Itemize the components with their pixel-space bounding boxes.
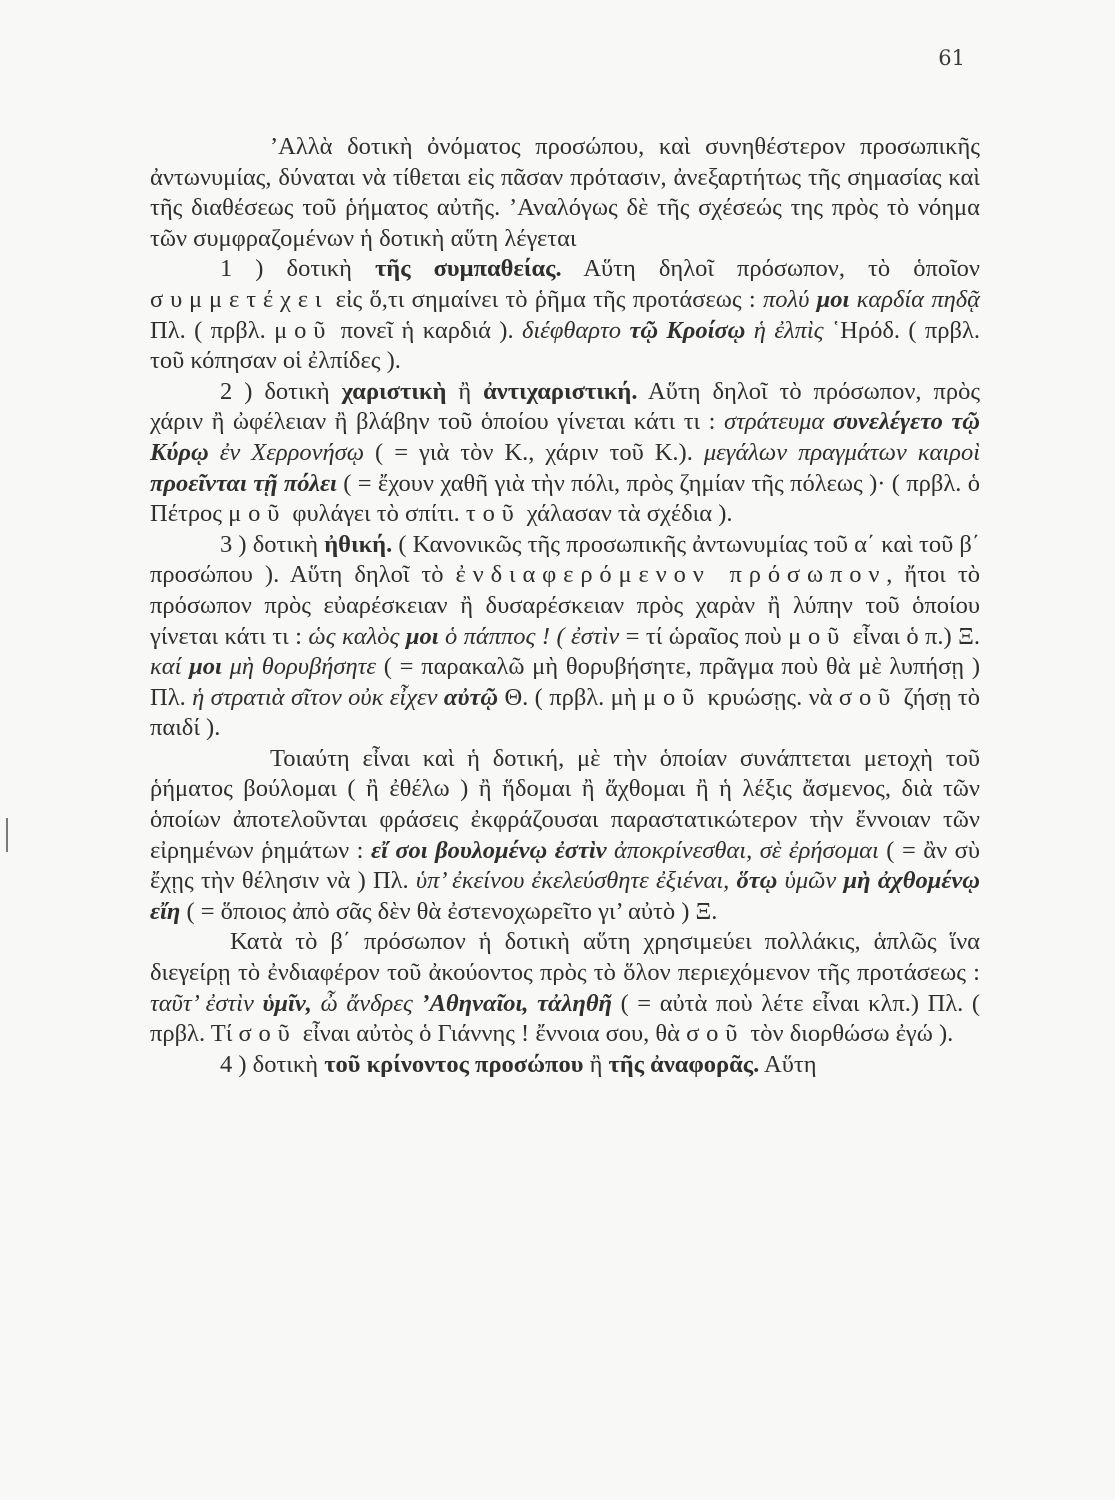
text-run: ἢ: [446, 377, 484, 405]
item-number: 1 ): [220, 255, 264, 283]
spaced-text: τοῦ: [465, 500, 521, 528]
item-title-alt: ἀντιχαριστική.: [483, 377, 638, 405]
second-person-paragraph: [150, 927, 980, 1049]
example-italic: ὡς καλὸς: [308, 622, 406, 650]
example-italic: μὴ θορυβήσητε: [221, 653, 377, 681]
item-number: 2 ): [220, 377, 253, 405]
spaced-text: μοῦ: [788, 622, 847, 650]
item-2-benefactive: [150, 377, 980, 530]
example-bold: συνελέγετο τῷ Κύρῳ: [150, 408, 980, 466]
spaced-text: σοῦ: [686, 1020, 745, 1048]
text-run: Κατὰ τὸ β΄ πρόσωπον ἡ δοτικὴ αὕτη χρησιμεύει πολλάκις, ἁπλῶς ἵνα διεγείρῃ τὸ ἐνδιαφέρον τοῦ ἀκούοντος πρὸς τὸ ὅλον περιεχόμενον τῆς προτάσεως :: [150, 928, 980, 987]
item-3-ethical: [150, 530, 980, 744]
example-bold: αὐτῷ: [443, 683, 499, 711]
spaced-text: συμμετέχει: [150, 285, 329, 313]
item-number: 4 ): [220, 1050, 247, 1078]
text-run: ( = αὐτὰ ποὺ λέτε εἶναι κλπ.) Πλ. ( πρβλ. Τί: [150, 989, 981, 1048]
spaced-text: μοῦ: [274, 316, 333, 344]
item-head: δοτικὴ: [252, 530, 319, 558]
example-italic: ἡ στρατιὰ σῖτον οὐκ εἶχεν: [192, 683, 444, 711]
item-title: χαριστικὴ: [341, 377, 447, 405]
text-run: Πλ. ( πρβλ.: [150, 316, 275, 344]
text-run: φυλάγει τὸ σπίτι.: [286, 500, 466, 528]
text-run: τὸν διορθώσω ἐγώ ).: [744, 1020, 954, 1048]
item-4-judging-person: [150, 1050, 980, 1081]
example-bold: μοι: [816, 285, 850, 313]
text-run: εἶναι αὐτὸς ὁ Γιάννης ! ἔννοια σου, θὰ: [296, 1020, 687, 1048]
item-title: τῆς συμπαθείας.: [374, 255, 562, 283]
example-italic: μεγάλων πραγμάτων καιροὶ: [703, 438, 980, 466]
text-run: εἶναι ὁ π.) Ξ.: [846, 622, 980, 650]
example-bold: μὴ ἀχθομένῳ εἴη: [150, 867, 980, 925]
spaced-text: σοῦ: [838, 683, 898, 711]
example-italic: ἡ ἐλπὶς: [745, 316, 824, 344]
text-run: πονεῖ ἡ καρδιά ).: [332, 316, 522, 344]
example-bold: τῷ Κροίσῳ: [629, 316, 746, 344]
spaced-text: μοῦ: [228, 500, 287, 528]
intro-paragraph: ’Αλλὰ δοτικὴ ὀνόματος προσώπου, καὶ συνηθέστερον προσωπικῆς ἀντωνυμίας, δύναται νὰ τίθεται εἰς πᾶσαν πρότασιν, ἀνεξαρτήτως τῆς σημασίας καὶ τῆς διαθέσεως τοῦ ῥήματος αὐτῆς. ’Αναλόγως δὲ τῆς σχέσεώς της πρὸς τὸ νόημα τῶν συμφραζομένων ἡ δοτικὴ αὕτη λέγεται: [150, 133, 980, 252]
text-run: ( = ἂν σὺ ἔχῃς τὴν θέλησιν νὰ ) Πλ.: [150, 836, 980, 895]
text-run: Τοιαύτη εἶναι καὶ ἡ δοτική, μὲ τὴν ὁποίαν συνάπτεται μετοχὴ τοῦ ῥήματος βούλομαι ( ἢ ἐθέλω ) ἢ ἥδομαι ἢ ἄχθομαι ἢ ἡ λέξις ἄσμενος, διὰ τῶν ὁποίων ἀποτελοῦνται φράσεις ἐκφράζουσαι παραστατικώτερον τὴν ἔννοιαν τῶν εἰρημένων ῥημάτων :: [150, 744, 980, 864]
text-run: ἢ: [583, 1050, 609, 1078]
text-run: Αὕτη: [759, 1050, 817, 1078]
scan-margin-mark: [6, 818, 8, 852]
example-italic: πολύ: [762, 285, 817, 313]
page-number: 61: [938, 46, 965, 70]
example-bold: μοι: [189, 653, 222, 681]
item-title: τοῦ κρίνοντος προσώπου: [324, 1050, 584, 1078]
example-italic: ἐν Χερρονήσῳ: [208, 438, 365, 466]
text-run: ( = ὅποιος ἀπὸ σᾶς δὲν θὰ ἐστενοχωρεῖτο γι’ αὐτὸ ) Ξ.: [180, 897, 718, 925]
text-run: = τί ὡραῖος ποὺ: [619, 622, 789, 650]
example-bold: εἴ σοι βουλομένῳ ἐστὶν: [370, 836, 607, 864]
example-bold: ’Αθηναῖοι, τἀληθῆ: [421, 989, 612, 1017]
example-bold: ὑμῖν,: [262, 989, 312, 1017]
item-title: ἠθική.: [324, 530, 393, 558]
text-run: ζήσῃ τὸ παιδί ).: [150, 683, 980, 742]
item-head: δοτικὴ: [252, 1050, 319, 1078]
item-head: δοτικὴ: [264, 377, 330, 405]
text-run: κρυώσῃς. νὰ: [701, 683, 839, 711]
spaced-text: σοῦ: [238, 1020, 297, 1048]
text-run: ( = γιὰ τὸν Κ., χάριν τοῦ Κ.).: [364, 438, 704, 466]
text-run: Θ. ( πρβλ. μὴ: [498, 683, 644, 711]
spaced-text: ἐνδιαφερόμενον πρόσωπον: [455, 561, 887, 589]
text-run: χάλασαν τὰ σχέδια ).: [520, 500, 733, 528]
example-italic: ὁ πάππος ! ( ἐστὶν: [438, 622, 620, 650]
item-head: δοτικὴ: [286, 255, 352, 283]
example-italic: καί: [150, 653, 190, 681]
text-run: Αὕτη δηλοῖ τὸ πρόσωπον, πρὸς χάριν ἢ ὠφέλειαν ἢ βλάβην τοῦ ὁποίου γίνεται κάτι τι :: [150, 377, 981, 436]
text-run: Αὕτη δηλοῖ πρόσωπον, τὸ ὁποῖον: [561, 255, 980, 283]
example-italic: ὑμῶν: [777, 867, 844, 895]
text-run: , ἤτοι τὸ πρόσωπον πρὸς εὐαρέσκειαν ἢ δυσαρέσκειαν πρὸς χαρὰν ἢ λύπην τοῦ ὁποίου γίνεται κάτι τι :: [150, 561, 980, 650]
text-run: ( = παρακαλῶ μὴ θορυβήσητε, πρᾶγμα ποὺ θὰ μὲ λυπήσῃ ) Πλ.: [150, 653, 980, 711]
example-italic: ἀποκρίνεσθαι, σὲ ἐρήσομαι: [606, 836, 879, 864]
example-bold: προεῖνται τῇ πόλει: [150, 469, 337, 497]
text-run: εἰς ὅ,τι σημαίνει τὸ ῥῆμα τῆς προτάσεως :: [328, 285, 763, 313]
example-italic: ὑπ’ ἐκείνου ἐκελεύσθητε ἐξιέναι,: [415, 867, 737, 895]
example-italic: καρδία πηδᾷ: [849, 285, 980, 313]
item-number: 3 ): [220, 530, 247, 558]
example-bold: ὅτῳ: [736, 867, 778, 895]
spaced-text: μοῦ: [643, 683, 702, 711]
example-italic: ὦ ἄνδρες: [311, 989, 422, 1017]
text-run: ( Κανονικῶς τῆς προσωπικῆς ἀντωνυμίας τοῦ α΄ καὶ τοῦ β΄ προσώπου ). Αὕτη δηλοῖ τὸ: [150, 530, 981, 589]
item-1-sympathy: [150, 254, 980, 376]
example-bold: μοι: [405, 622, 439, 650]
participle-paragraph: [150, 744, 980, 928]
example-italic: διέφθαρτο: [521, 316, 630, 344]
text-run: ῾Ηρόδ. ( πρβλ. τοῦ κόπησαν οἱ ἐλπίδες ).: [150, 316, 980, 375]
example-italic: στράτευμα: [723, 408, 833, 436]
text-run: ( = ἔχουν χαθῆ γιὰ τὴν πόλι, πρὸς ζημίαν τῆς πόλεως )· ( πρβλ. ὁ Πέτρος: [150, 469, 980, 528]
example-italic: ταῦτ’ ἐστὶν: [150, 989, 263, 1017]
item-title-alt: τῆς ἀναφορᾶς.: [608, 1050, 760, 1078]
page-body-text: [150, 132, 980, 1080]
